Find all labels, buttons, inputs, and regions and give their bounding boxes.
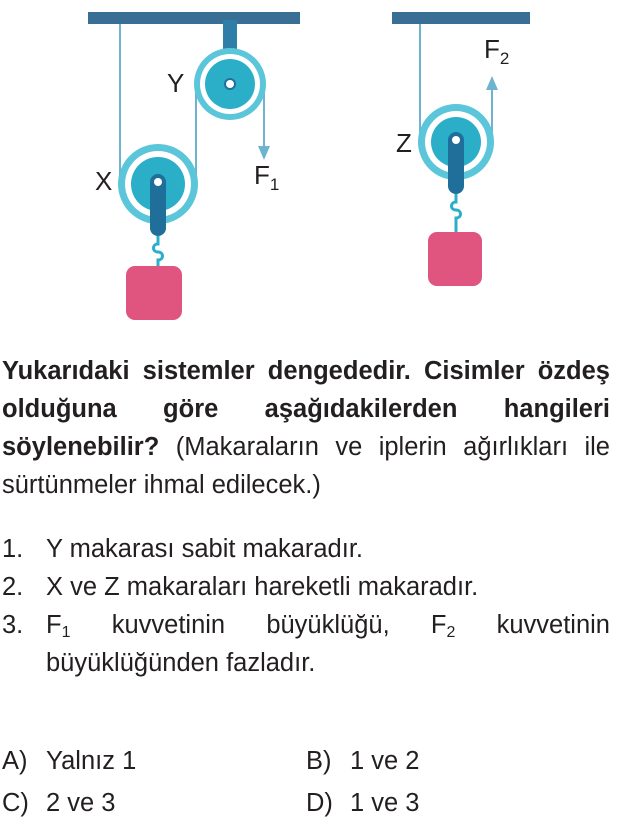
statement-2 xyxy=(2,568,610,606)
statement-text: X ve Z makaraları hareketli makaradır. xyxy=(46,573,479,601)
pulley-y-label: Y xyxy=(167,68,185,98)
option-c[interactable] xyxy=(2,782,306,824)
question-text xyxy=(2,352,610,504)
force-1-label: $F_1$ xyxy=(254,160,280,194)
pulley-x-label: X xyxy=(95,166,113,196)
option-d[interactable] xyxy=(306,782,610,824)
option-text: Yalnız 1 xyxy=(46,747,137,775)
option-text: 1 ve 2 xyxy=(350,747,420,775)
pulley-z-hook xyxy=(452,194,461,234)
option-text: 2 ve 3 xyxy=(46,789,116,817)
pulley-z xyxy=(418,104,494,194)
option-key: A) xyxy=(2,747,28,775)
statement-number: 1. xyxy=(2,535,24,563)
weight-left xyxy=(126,266,182,320)
statement-3 xyxy=(2,606,610,682)
right-ceiling xyxy=(392,12,530,24)
option-a[interactable] xyxy=(2,740,306,782)
option-key: D) xyxy=(306,789,333,817)
statement-text: $F_1$ kuvvetinin büyüklüğü, $F_2$ kuvvetinin büyüklüğünden fazladır. xyxy=(46,611,610,677)
force-2-label: $F_2$ xyxy=(484,34,510,68)
option-b[interactable] xyxy=(306,740,610,782)
left-ceiling xyxy=(88,12,300,24)
question-note: (Makaraların ve iplerin ağırlıkları ile sürtünmeler ihmal edilecek.) xyxy=(2,433,610,499)
statement-1 xyxy=(2,530,610,568)
statement-number: 2. xyxy=(2,573,24,601)
option-key: B) xyxy=(306,747,332,775)
statement-text: Y makarası sabit makaradır. xyxy=(46,535,363,563)
option-text: 1 ve 3 xyxy=(350,789,420,817)
pulley-systems-figure xyxy=(0,0,619,340)
weight-right xyxy=(428,232,482,286)
force-1-arrowhead xyxy=(258,146,270,160)
statement-number: 3. xyxy=(2,611,24,639)
option-key: C) xyxy=(2,789,29,817)
force-2-arrowhead xyxy=(486,76,498,90)
statement-list xyxy=(2,530,610,682)
pulley-y xyxy=(194,48,266,120)
pulley-z-label: Z xyxy=(396,128,412,158)
answer-options xyxy=(2,740,610,824)
pulley-x-hook xyxy=(154,236,163,268)
pulley-x xyxy=(118,144,198,236)
question-bold: Yukarıdaki sistemler dengededir. Cisimler özdeş olduğuna göre aşağıdakilerden hangileri söylenebilir? xyxy=(2,357,610,461)
